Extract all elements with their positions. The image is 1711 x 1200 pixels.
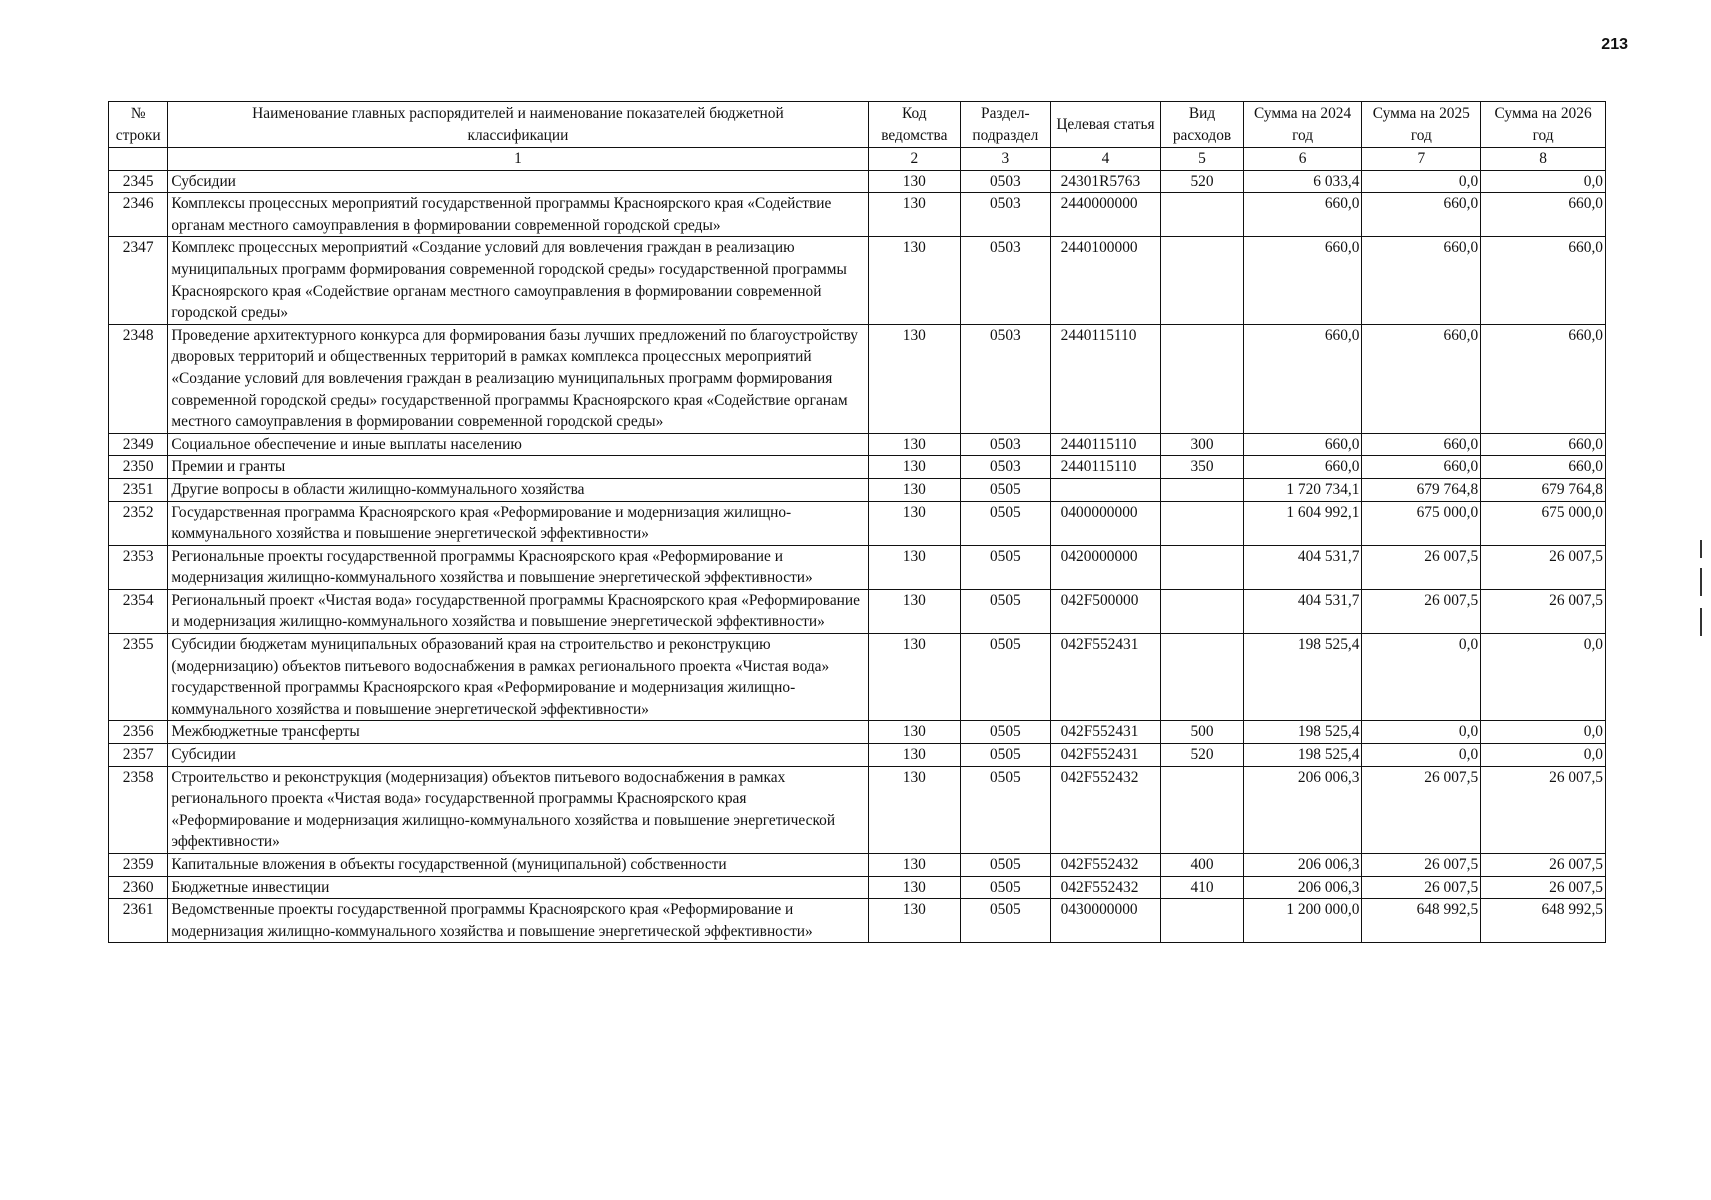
row-expense-type: 350	[1161, 456, 1243, 479]
row-target-article: 24301R5763	[1050, 170, 1161, 193]
row-section: 0505	[961, 766, 1051, 853]
table-row	[109, 193, 1606, 237]
row-name: Социальное обеспечение и иные выплаты населению	[168, 433, 868, 456]
header-section: Раздел-подраздел	[961, 102, 1051, 148]
row-sum-2025: 660,0	[1362, 433, 1481, 456]
row-sum-2026: 660,0	[1481, 456, 1606, 479]
row-sum-2025: 0,0	[1362, 744, 1481, 767]
row-expense-type: 500	[1161, 721, 1243, 744]
row-sum-2025: 675 000,0	[1362, 501, 1481, 545]
row-department-code: 130	[868, 237, 961, 324]
row-name: Премии и гранты	[168, 456, 868, 479]
row-number: 2346	[109, 193, 168, 237]
row-sum-2025: 26 007,5	[1362, 876, 1481, 899]
row-name: Капитальные вложения в объекты государственной (муниципальной) собственности	[168, 854, 868, 877]
row-section: 0503	[961, 456, 1051, 479]
row-sum-2024: 660,0	[1243, 456, 1362, 479]
row-target-article: 2440115110	[1050, 456, 1161, 479]
row-sum-2026: 26 007,5	[1481, 545, 1606, 589]
row-sum-2026: 0,0	[1481, 744, 1606, 767]
column-number-row	[109, 148, 1606, 171]
row-number: 2353	[109, 545, 168, 589]
row-sum-2025: 0,0	[1362, 634, 1481, 721]
table-row	[109, 170, 1606, 193]
row-number: 2354	[109, 589, 168, 633]
row-sum-2025: 660,0	[1362, 193, 1481, 237]
row-target-article: 042F552431	[1050, 721, 1161, 744]
column-number: 4	[1050, 148, 1161, 171]
row-target-article: 042F552431	[1050, 744, 1161, 767]
row-section: 0505	[961, 744, 1051, 767]
row-name: Бюджетные инвестиции	[168, 876, 868, 899]
row-department-code: 130	[868, 501, 961, 545]
row-number: 2357	[109, 744, 168, 767]
row-sum-2024: 1 200 000,0	[1243, 899, 1362, 943]
row-department-code: 130	[868, 721, 961, 744]
row-expense-type: 400	[1161, 854, 1243, 877]
row-sum-2024: 660,0	[1243, 433, 1362, 456]
row-sum-2025: 26 007,5	[1362, 589, 1481, 633]
row-expense-type: 520	[1161, 170, 1243, 193]
row-sum-2026: 0,0	[1481, 634, 1606, 721]
row-sum-2024: 198 525,4	[1243, 721, 1362, 744]
row-sum-2026: 660,0	[1481, 193, 1606, 237]
header-target-article: Целевая статья	[1050, 102, 1161, 148]
table-row	[109, 237, 1606, 324]
row-department-code: 130	[868, 193, 961, 237]
row-number: 2360	[109, 876, 168, 899]
row-name: Межбюджетные трансферты	[168, 721, 868, 744]
row-department-code: 130	[868, 766, 961, 853]
row-sum-2026: 26 007,5	[1481, 589, 1606, 633]
edge-mark	[1700, 540, 1702, 558]
row-sum-2025: 0,0	[1362, 721, 1481, 744]
row-target-article: 2440100000	[1050, 237, 1161, 324]
row-expense-type: 300	[1161, 433, 1243, 456]
row-sum-2026: 660,0	[1481, 324, 1606, 433]
row-number: 2345	[109, 170, 168, 193]
table-row	[109, 501, 1606, 545]
row-target-article: 042F552432	[1050, 876, 1161, 899]
row-target-article: 042F552432	[1050, 854, 1161, 877]
row-department-code: 130	[868, 324, 961, 433]
row-expense-type	[1161, 193, 1243, 237]
row-number: 2348	[109, 324, 168, 433]
row-section: 0503	[961, 433, 1051, 456]
row-sum-2024: 206 006,3	[1243, 766, 1362, 853]
row-name: Субсидии	[168, 170, 868, 193]
row-target-article: 042F552431	[1050, 634, 1161, 721]
row-sum-2024: 660,0	[1243, 237, 1362, 324]
column-number: 6	[1243, 148, 1362, 171]
header-name: Наименование главных распорядителей и наименование показателей бюджетной классификации	[168, 102, 868, 148]
row-number: 2347	[109, 237, 168, 324]
row-expense-type: 520	[1161, 744, 1243, 767]
table-row	[109, 634, 1606, 721]
row-sum-2025: 648 992,5	[1362, 899, 1481, 943]
edge-mark	[1700, 568, 1702, 596]
budget-table	[108, 101, 1606, 943]
row-target-article: 042F552432	[1050, 766, 1161, 853]
header-sum-2024: Сумма на 2024 год	[1243, 102, 1362, 148]
header-expense-type: Вид расходов	[1161, 102, 1243, 148]
row-target-article: 0420000000	[1050, 545, 1161, 589]
row-sum-2024: 660,0	[1243, 324, 1362, 433]
row-name: Проведение архитектурного конкурса для формирования базы лучших предложений по благоустройству дворовых территорий и общественных территорий в рамках комплекса процессных мероприятий «Создание условий для вовлечения граждан в реализацию муниципальных программ формирования современной городской среды» государственной программы Красноярского края «Содействие органам местного самоуправления в формировании современной городской среды»	[168, 324, 868, 433]
row-target-article: 0400000000	[1050, 501, 1161, 545]
row-target-article: 2440115110	[1050, 324, 1161, 433]
row-sum-2024: 198 525,4	[1243, 744, 1362, 767]
row-section: 0503	[961, 193, 1051, 237]
row-sum-2024: 1 604 992,1	[1243, 501, 1362, 545]
row-sum-2026: 648 992,5	[1481, 899, 1606, 943]
row-name: Ведомственные проекты государственной программы Красноярского края «Реформирование и модернизация жилищно-коммунального хозяйства и повышение энергетической эффективности»	[168, 899, 868, 943]
row-name: Региональные проекты государственной программы Красноярского края «Реформирование и модернизация жилищно-коммунального хозяйства и повышение энергетической эффективности»	[168, 545, 868, 589]
row-department-code: 130	[868, 854, 961, 877]
row-name: Региональный проект «Чистая вода» государственной программы Красноярского края «Реформирование и модернизация жилищно-коммунального хозяйства и повышение энергетической эффективности»	[168, 589, 868, 633]
row-target-article: 0430000000	[1050, 899, 1161, 943]
column-number	[109, 148, 168, 171]
row-target-article: 2440000000	[1050, 193, 1161, 237]
row-sum-2026: 660,0	[1481, 237, 1606, 324]
row-target-article: 042F500000	[1050, 589, 1161, 633]
page-number: 213	[1601, 36, 1628, 53]
row-section: 0505	[961, 854, 1051, 877]
row-sum-2025: 26 007,5	[1362, 766, 1481, 853]
row-sum-2026: 679 764,8	[1481, 478, 1606, 501]
row-sum-2024: 206 006,3	[1243, 854, 1362, 877]
row-number: 2358	[109, 766, 168, 853]
table-row	[109, 545, 1606, 589]
row-expense-type	[1161, 478, 1243, 501]
row-name: Комплексы процессных мероприятий государственной программы Красноярского края «Содействие органам местного самоуправления в формировании современной городской среды»	[168, 193, 868, 237]
table-row	[109, 433, 1606, 456]
row-department-code: 130	[868, 478, 961, 501]
row-department-code: 130	[868, 545, 961, 589]
row-name: Другие вопросы в области жилищно-коммунального хозяйства	[168, 478, 868, 501]
row-name: Комплекс процессных мероприятий «Создание условий для вовлечения граждан в реализацию муниципальных программ формирования современной городской среды» государственной программы Красноярского края «Содействие органам местного самоуправления в формировании современной городской среды»	[168, 237, 868, 324]
row-section: 0505	[961, 899, 1051, 943]
row-sum-2025: 660,0	[1362, 324, 1481, 433]
row-section: 0505	[961, 478, 1051, 501]
header-sum-2026: Сумма на 2026 год	[1481, 102, 1606, 148]
row-department-code: 130	[868, 634, 961, 721]
column-number: 8	[1481, 148, 1606, 171]
row-number: 2356	[109, 721, 168, 744]
row-department-code: 130	[868, 170, 961, 193]
row-name: Субсидии	[168, 744, 868, 767]
row-section: 0505	[961, 634, 1051, 721]
row-section: 0505	[961, 501, 1051, 545]
table-row	[109, 478, 1606, 501]
row-section: 0505	[961, 721, 1051, 744]
row-sum-2026: 26 007,5	[1481, 854, 1606, 877]
table-row	[109, 899, 1606, 943]
row-sum-2026: 675 000,0	[1481, 501, 1606, 545]
row-sum-2026: 26 007,5	[1481, 766, 1606, 853]
row-sum-2025: 26 007,5	[1362, 545, 1481, 589]
row-expense-type	[1161, 237, 1243, 324]
row-number: 2361	[109, 899, 168, 943]
row-number: 2351	[109, 478, 168, 501]
row-expense-type: 410	[1161, 876, 1243, 899]
row-sum-2024: 1 720 734,1	[1243, 478, 1362, 501]
row-expense-type	[1161, 545, 1243, 589]
column-number: 2	[868, 148, 961, 171]
row-section: 0503	[961, 324, 1051, 433]
row-name: Субсидии бюджетам муниципальных образований края на строительство и реконструкцию (модернизацию) объектов питьевого водоснабжения в рамках регионального проекта «Чистая вода» государственной программы Красноярского края «Реформирование и модернизация жилищно-коммунального хозяйства и повышение энергетической эффективности»	[168, 634, 868, 721]
row-number: 2352	[109, 501, 168, 545]
row-expense-type	[1161, 766, 1243, 853]
row-department-code: 130	[868, 876, 961, 899]
row-expense-type	[1161, 501, 1243, 545]
row-sum-2025: 660,0	[1362, 237, 1481, 324]
table-row	[109, 721, 1606, 744]
row-sum-2024: 206 006,3	[1243, 876, 1362, 899]
row-section: 0505	[961, 589, 1051, 633]
row-expense-type	[1161, 634, 1243, 721]
row-target-article	[1050, 478, 1161, 501]
column-number: 7	[1362, 148, 1481, 171]
row-target-article: 2440115110	[1050, 433, 1161, 456]
header-sum-2025: Сумма на 2025 год	[1362, 102, 1481, 148]
row-section: 0503	[961, 237, 1051, 324]
row-department-code: 130	[868, 744, 961, 767]
row-sum-2026: 26 007,5	[1481, 876, 1606, 899]
row-number: 2349	[109, 433, 168, 456]
row-department-code: 130	[868, 433, 961, 456]
row-number: 2350	[109, 456, 168, 479]
row-sum-2025: 0,0	[1362, 170, 1481, 193]
row-sum-2024: 404 531,7	[1243, 589, 1362, 633]
table-row	[109, 456, 1606, 479]
column-number: 5	[1161, 148, 1243, 171]
row-department-code: 130	[868, 589, 961, 633]
edge-mark	[1700, 608, 1702, 636]
row-sum-2024: 198 525,4	[1243, 634, 1362, 721]
row-number: 2355	[109, 634, 168, 721]
column-number: 1	[168, 148, 868, 171]
row-name: Строительство и реконструкция (модернизация) объектов питьевого водоснабжения в рамках регионального проекта «Чистая вода» государственной программы Красноярского края «Реформирование и модернизация жилищно-коммунального хозяйства и повышение энергетической эффективности»	[168, 766, 868, 853]
row-sum-2024: 660,0	[1243, 193, 1362, 237]
row-sum-2026: 0,0	[1481, 721, 1606, 744]
row-department-code: 130	[868, 456, 961, 479]
row-expense-type	[1161, 324, 1243, 433]
table-row	[109, 876, 1606, 899]
row-section: 0503	[961, 170, 1051, 193]
header-row-number: № строки	[109, 102, 168, 148]
header-row	[109, 102, 1606, 148]
table-body	[109, 170, 1606, 943]
row-section: 0505	[961, 545, 1051, 589]
table-row	[109, 324, 1606, 433]
header-department-code: Код ведомства	[868, 102, 961, 148]
row-sum-2025: 26 007,5	[1362, 854, 1481, 877]
row-sum-2026: 660,0	[1481, 433, 1606, 456]
row-sum-2025: 679 764,8	[1362, 478, 1481, 501]
row-expense-type	[1161, 589, 1243, 633]
row-sum-2025: 660,0	[1362, 456, 1481, 479]
row-section: 0505	[961, 876, 1051, 899]
row-sum-2024: 404 531,7	[1243, 545, 1362, 589]
column-number: 3	[961, 148, 1051, 171]
table-row	[109, 589, 1606, 633]
row-sum-2024: 6 033,4	[1243, 170, 1362, 193]
table-row	[109, 744, 1606, 767]
row-name: Государственная программа Красноярского края «Реформирование и модернизация жилищно-коммунального хозяйства и повышение энергетической эффективности»	[168, 501, 868, 545]
row-department-code: 130	[868, 899, 961, 943]
row-number: 2359	[109, 854, 168, 877]
table-row	[109, 766, 1606, 853]
table-row	[109, 854, 1606, 877]
row-expense-type	[1161, 899, 1243, 943]
row-sum-2026: 0,0	[1481, 170, 1606, 193]
